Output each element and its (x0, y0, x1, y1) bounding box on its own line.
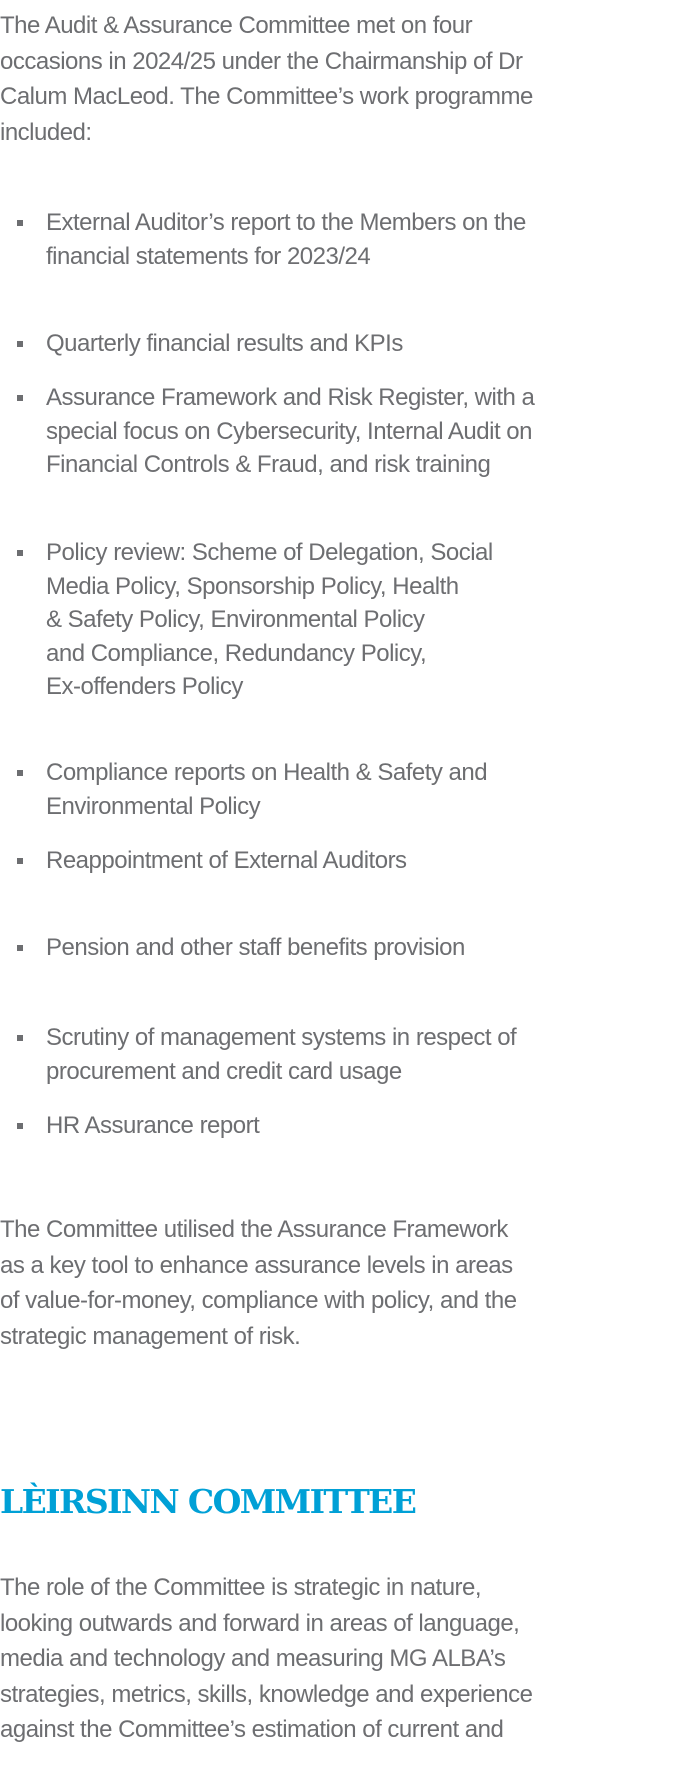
text-line: procurement and credit card usage (46, 1057, 402, 1085)
list-item-text (46, 381, 700, 482)
text-line: Media Policy, Sponsorship Policy, Health (46, 572, 459, 600)
text-line: External Auditor’s report to the Members on the (46, 209, 526, 236)
list-item-text (46, 1109, 700, 1143)
text-line: and Compliance, Redundancy Policy, (46, 639, 427, 667)
list-item-text (46, 756, 700, 823)
text-line: Policy review: Scheme of Delegation, Social (46, 539, 493, 566)
list-item-text (46, 1021, 700, 1088)
text-line: as a key tool to enhance assurance levels in areas (0, 1251, 513, 1279)
square-bullet-icon (17, 770, 23, 776)
list-item-text (46, 536, 700, 704)
text-line: Scrutiny of management systems in respect of (46, 1024, 517, 1051)
audit-intro-paragraph (0, 8, 700, 150)
section-heading-leirsinn: LÈIRSINN COMMITTEE (0, 1482, 416, 1521)
text-line: Compliance reports on Health & Safety and (46, 759, 488, 786)
square-bullet-icon (17, 1035, 23, 1041)
text-line: HR Assurance report (46, 1112, 260, 1139)
audit-closing-paragraph (0, 1212, 700, 1354)
text-line: Environmental Policy (46, 792, 261, 820)
square-bullet-icon (17, 550, 23, 556)
text-line: & Safety Policy, Environmental Policy (46, 606, 425, 633)
text-line: financial statements for 2023/24 (46, 242, 371, 270)
text-line: Ex-offenders Policy (46, 673, 243, 700)
text-line: occasions in 2024/25 under the Chairmanship of Dr (0, 47, 523, 75)
square-bullet-icon (17, 220, 23, 226)
text-line: strategic management of risk. (0, 1322, 301, 1350)
text-line: The role of the Committee is strategic in nature, (0, 1574, 482, 1601)
square-bullet-icon (17, 945, 23, 951)
text-line: Reappointment of External Auditors (46, 847, 407, 874)
square-bullet-icon (17, 858, 23, 864)
square-bullet-icon (17, 1123, 23, 1129)
text-line: Financial Controls & Fraud, and risk training (46, 451, 491, 478)
leirsinn-body-paragraph (0, 1570, 700, 1748)
text-line: Pension and other staff benefits provision (46, 934, 465, 961)
text-line: included: (0, 118, 92, 146)
list-item-text (46, 206, 700, 273)
text-line: Calum MacLeod. The Committee’s work programme (0, 83, 533, 110)
text-line: The Audit & Assurance Committee met on four (0, 12, 473, 39)
text-line: The Committee utilised the Assurance Framework (0, 1216, 508, 1243)
list-item-text (46, 931, 700, 965)
text-line: strategies, metrics, skills, knowledge and experience (0, 1680, 533, 1708)
text-line: of value-for-money, compliance with policy, and the (0, 1287, 517, 1314)
text-line: looking outwards and forward in areas of language, (0, 1609, 520, 1637)
square-bullet-icon (17, 341, 23, 347)
text-line: Assurance Framework and Risk Register, with a (46, 384, 535, 411)
text-line: special focus on Cybersecurity, Internal Audit on (46, 417, 532, 445)
list-item-text (46, 327, 700, 361)
square-bullet-icon (17, 395, 23, 401)
list-item-text (46, 844, 700, 878)
text-line: against the Committee’s estimation of current and (0, 1716, 504, 1743)
text-line: Quarterly financial results and KPIs (46, 330, 403, 357)
text-line: media and technology and measuring MG ALBA’s (0, 1645, 506, 1672)
